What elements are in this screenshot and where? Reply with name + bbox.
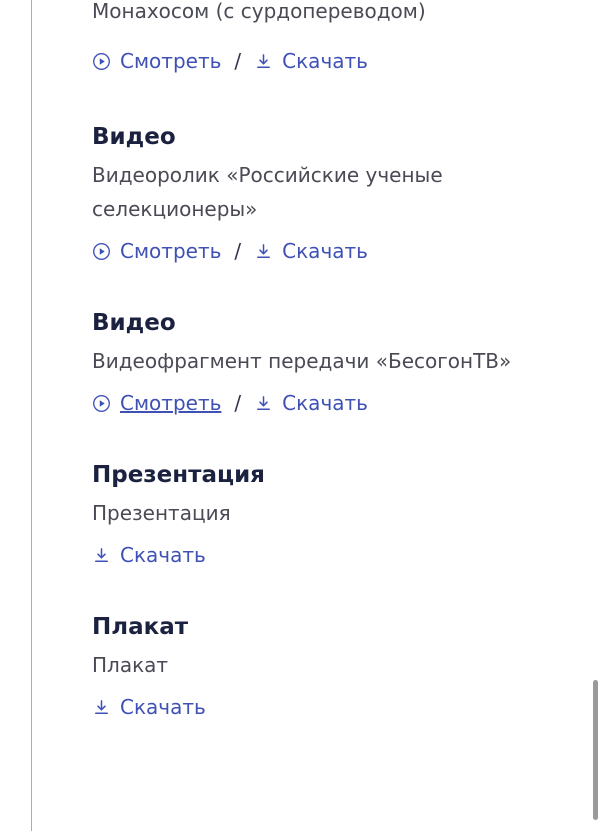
download-link-previous[interactable]: [254, 48, 368, 74]
spacer: [92, 264, 562, 308]
block-description: Плакат: [92, 653, 169, 677]
actions-row: [92, 238, 562, 264]
download-icon: [254, 52, 273, 71]
actions-row-previous: [92, 48, 562, 74]
material-block-presentation: [92, 460, 562, 568]
action-separator: /: [234, 49, 242, 73]
actions-row: [92, 390, 562, 416]
actions-row: [92, 694, 562, 720]
download-label: Скачать: [282, 391, 368, 415]
play-circle-icon: [92, 394, 111, 413]
download-icon: [254, 394, 273, 413]
previous-block-description-tail: Монахосом (с сурдопереводом): [92, 0, 426, 23]
actions-row: [92, 542, 562, 568]
block-title: Плакат: [92, 614, 189, 640]
spacer: [92, 416, 562, 460]
material-block-video-2: [92, 308, 562, 416]
action-separator: /: [234, 391, 242, 415]
material-block-video-1: [92, 122, 562, 264]
download-label: Скачать: [120, 543, 206, 567]
materials-list: [92, 0, 562, 720]
scrollbar-thumb[interactable]: [593, 680, 598, 820]
watch-link[interactable]: [92, 390, 221, 416]
watch-label: Смотреть: [120, 49, 222, 73]
download-label: Скачать: [282, 239, 368, 263]
watch-link[interactable]: [92, 238, 221, 264]
block-title: Видео: [92, 124, 176, 150]
block-title: Видео: [92, 310, 176, 336]
left-vertical-divider: [31, 0, 32, 831]
download-link[interactable]: [254, 238, 368, 264]
play-circle-icon: [92, 52, 111, 71]
block-description: Видеоролик «Российские ученые селекционеры»: [92, 163, 443, 221]
vertical-scrollbar[interactable]: [591, 0, 600, 831]
download-link[interactable]: [92, 694, 206, 720]
action-separator: /: [234, 239, 242, 263]
download-label: Скачать: [282, 49, 368, 73]
download-icon: [92, 546, 111, 565]
spacer: [92, 74, 562, 122]
block-description: Видеофрагмент передачи «БесогонТВ»: [92, 349, 512, 373]
download-icon: [254, 242, 273, 261]
watch-label: Смотреть: [120, 239, 222, 263]
download-label: Скачать: [120, 695, 206, 719]
block-title: Презентация: [92, 462, 265, 488]
block-description: Презентация: [92, 501, 231, 525]
play-circle-icon: [92, 242, 111, 261]
download-icon: [92, 698, 111, 717]
watch-link-previous[interactable]: [92, 48, 221, 74]
spacer: [92, 568, 562, 612]
material-block-poster: [92, 612, 562, 720]
watch-label: Смотреть: [120, 391, 222, 415]
download-link[interactable]: [92, 542, 206, 568]
download-link[interactable]: [254, 390, 368, 416]
